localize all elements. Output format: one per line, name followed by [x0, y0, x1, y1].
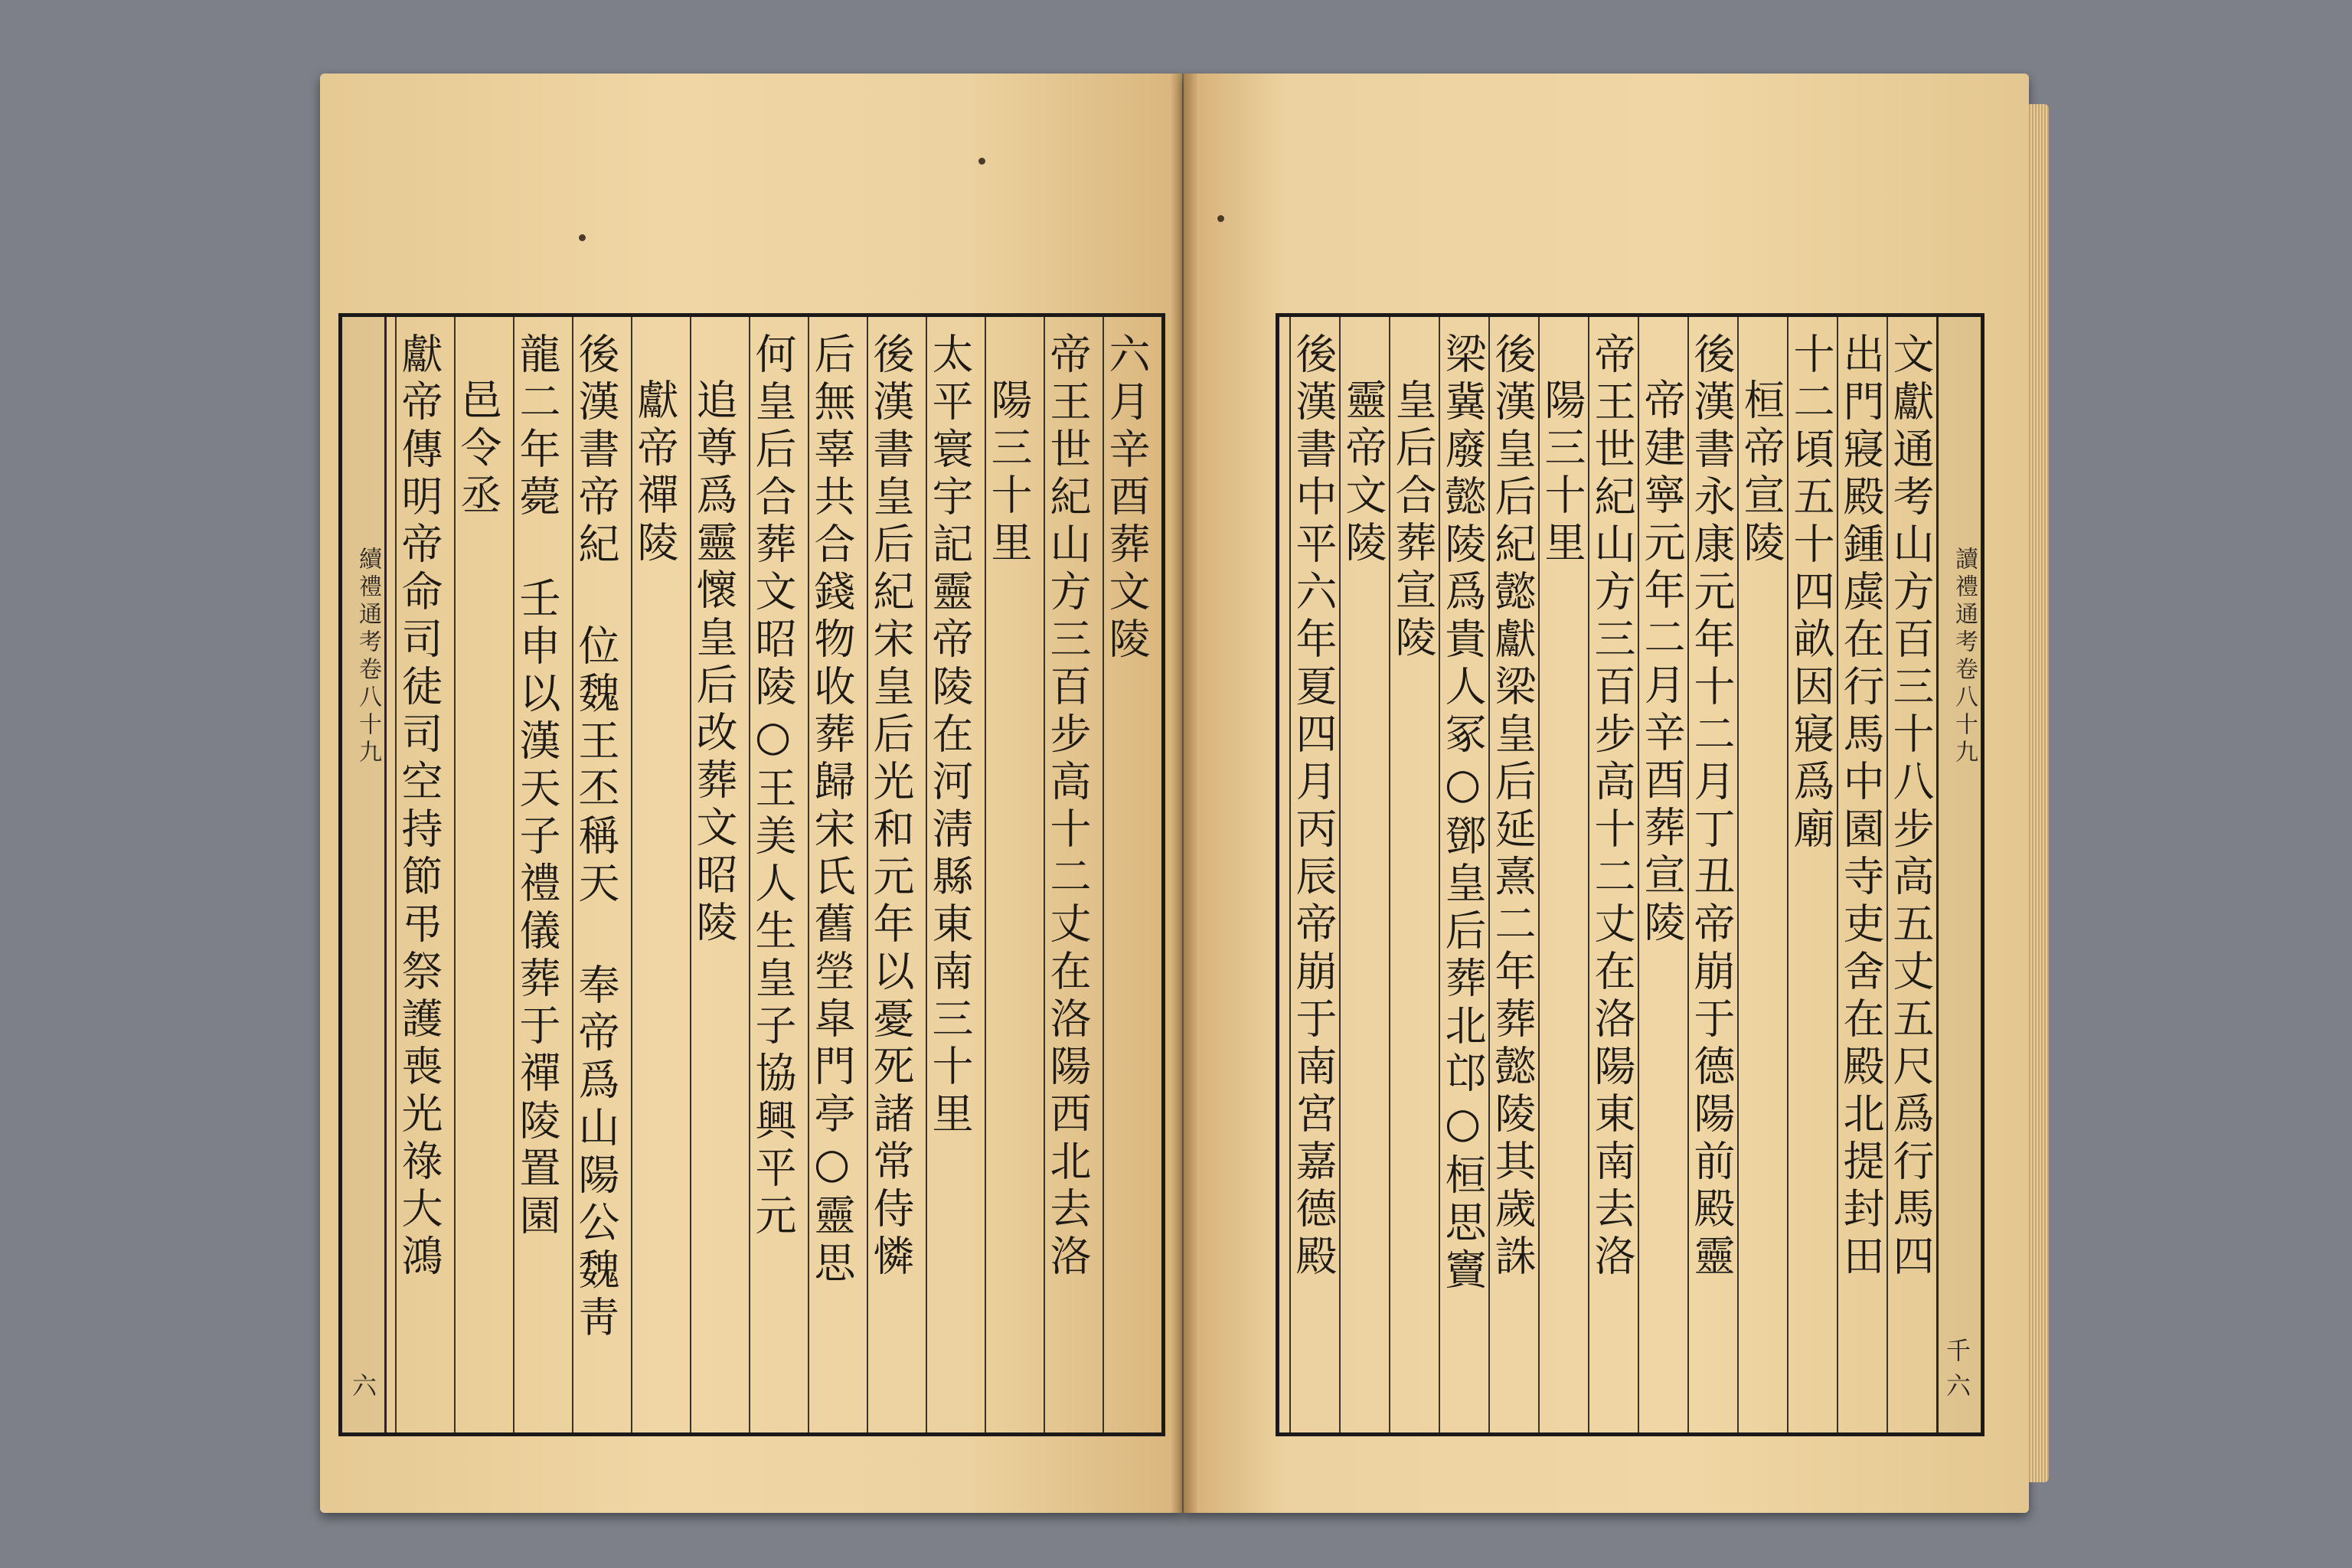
text-column: 後漢皇后紀懿獻梁皇后延熹二年葬懿陵其歲誅: [1488, 317, 1536, 1432]
text-column: 後漢書帝紀 位魏王丕稱天 奉帝爲山陽公魏靑: [572, 317, 619, 1432]
text-column: 何皇后合葬文昭陵○王美人生皇子協興平元: [749, 317, 796, 1432]
text-column: 皇后合葬宣陵: [1389, 317, 1436, 1432]
text-column: 出門寢殿鍾虡在行馬中園寺吏舍在殿北提封田: [1837, 317, 1884, 1432]
text-column: 桓帝宣陵: [1737, 317, 1785, 1432]
worm-hole: [978, 158, 985, 165]
right-text-frame: [1276, 313, 1984, 1436]
text-column: 十二頃五十四畝因寢爲廟: [1787, 317, 1834, 1432]
text-column: 後漢書中平六年夏四月丙辰帝崩于南宮嘉德殿: [1289, 317, 1337, 1432]
text-column: 追尊爲靈懷皇后改葬文昭陵: [690, 317, 737, 1432]
text-column: 獻帝禪陵: [631, 317, 678, 1432]
worm-hole: [579, 234, 586, 241]
right-folio: 千六: [1945, 1336, 1971, 1400]
text-column: 太平寰宇記靈帝陵在河淸縣東南三十里: [926, 317, 973, 1432]
text-column: 陽三十里: [1538, 317, 1586, 1432]
open-book: [320, 74, 2029, 1528]
left-page: [320, 74, 1182, 1513]
text-column: 後漢書皇后紀宋皇后光和元年以憂死諸常侍憐: [867, 317, 914, 1432]
right-page: [1184, 74, 2029, 1513]
right-margin-title: 讀禮通考卷八十九: [1936, 317, 1981, 1432]
text-column: 帝建寧元年二月辛酉葬宣陵: [1638, 317, 1685, 1432]
worm-hole: [1217, 215, 1224, 222]
text-column: 帝王世紀山方三百步高十二丈在洛陽東南去洛: [1588, 317, 1635, 1432]
text-column: 梁冀廢懿陵爲貴人冢○鄧皇后葬北邙○桓思竇: [1439, 317, 1486, 1432]
text-column: 龍二年薨 壬申以漢天子禮儀葬于禪陵置園: [513, 317, 560, 1432]
text-column: 帝王世紀山方三百步高十二丈在洛陽西北去洛: [1044, 317, 1091, 1432]
left-text-frame: [338, 313, 1165, 1436]
text-column: 六月辛酉葬文陵: [1102, 317, 1150, 1432]
text-column: 陽三十里: [985, 317, 1032, 1432]
text-column: 后無辜共合錢物收葬歸宋氏舊塋皐門亭○靈思: [808, 317, 855, 1432]
text-column: 後漢書永康元年十二月丁丑帝崩于德陽前殿靈: [1687, 317, 1735, 1432]
text-column: 獻帝傳明帝命司徒司空持節弔祭護喪光祿大鴻: [395, 317, 443, 1432]
left-folio: 六: [351, 1371, 377, 1400]
text-column: 文獻通考山方百三十八步高五丈五尺爲行馬四: [1886, 317, 1934, 1432]
text-column: 邑令丞: [454, 317, 501, 1432]
text-column: 靈帝文陵: [1339, 317, 1387, 1432]
page-stack-edge: [2029, 104, 2049, 1482]
left-margin-title: 續禮通考卷八十九: [342, 317, 387, 1432]
book-gutter: [1171, 74, 1197, 1513]
